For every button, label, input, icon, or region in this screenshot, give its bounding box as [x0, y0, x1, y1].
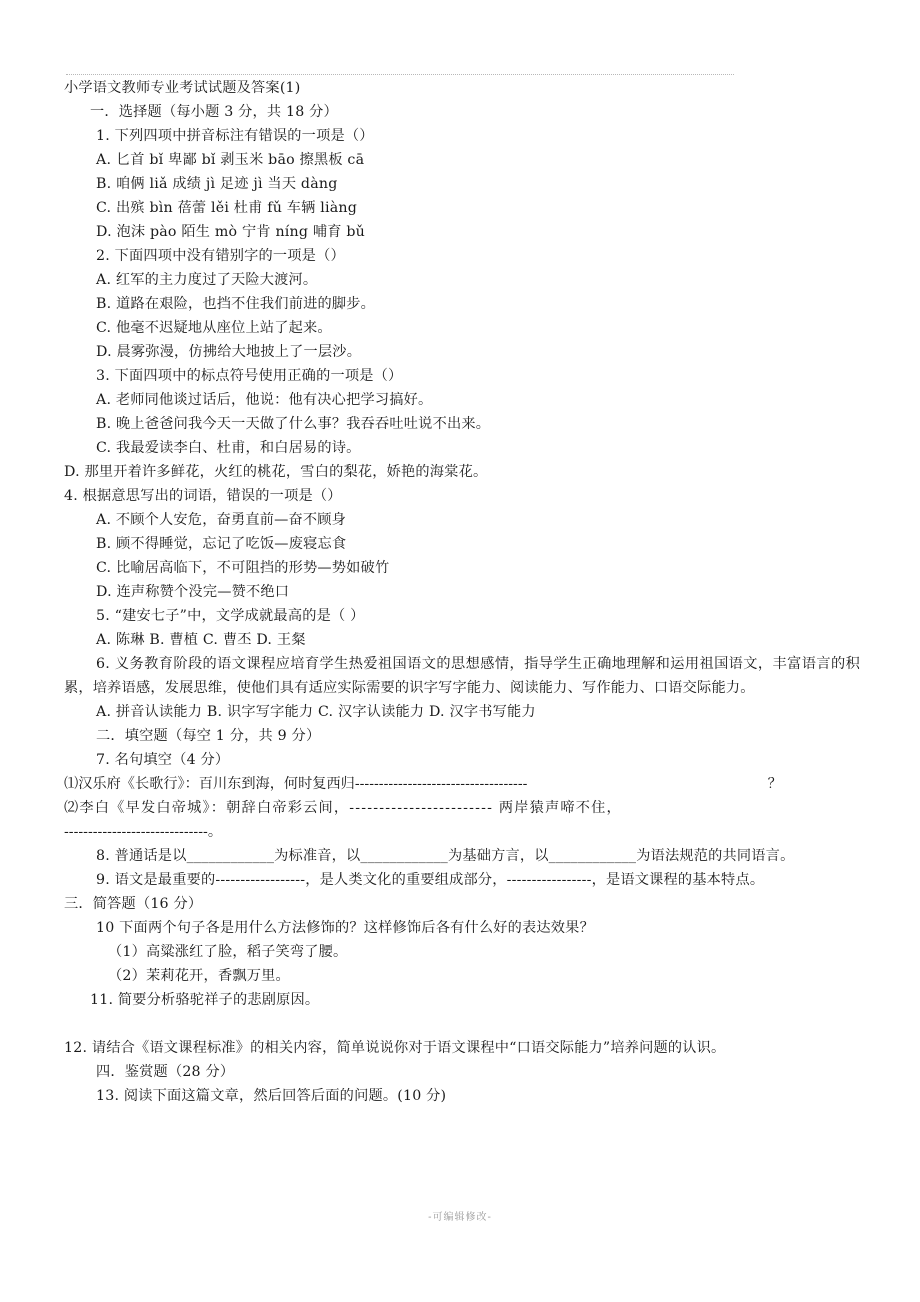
question-10-sentence-1: （1）高粱涨红了脸，稻子笑弯了腰。 [108, 944, 348, 960]
question-line: A. 不顾个人安危，奋勇直前—奋不顾身 [96, 512, 347, 528]
question-line: A. 红军的主力度过了天险大渡河。 [96, 272, 318, 288]
section-4-heading: 四．鉴赏题（28 分） [96, 1064, 235, 1080]
question-line: 5. “建安七子”中，文学成就最高的是（ ） [96, 608, 365, 624]
question-line: C. 比喻居高临下，不可阻挡的形势—势如破竹 [96, 560, 390, 576]
question-line: B. 晚上爸爸问我今天一天做了什么事？我吞吞吐吐说不出来。 [96, 416, 491, 432]
question-line: 3. 下面四项中的标点符号使用正确的一项是（） [96, 368, 403, 384]
question-7-item-2: ⑵李白《早发白帝城》：朝辞白帝彩云间，------------------------ 两岸猿声啼不住， [64, 800, 622, 816]
question-7-item-1 [64, 772, 860, 796]
section-3-heading: 三．简答题（16 分） [64, 896, 203, 912]
question-line: 2. 下面四项中没有错别字的一项是（） [96, 248, 345, 264]
answer-space [64, 1012, 860, 1036]
multiple-choice-block [64, 100, 860, 652]
question-line: C. 我最爱读李白、杜甫，和白居易的诗。 [96, 440, 361, 456]
question-line: D. 晨雾弥漫，仿拂给大地披上了一层沙。 [96, 344, 362, 360]
question-13: 13. 阅读下面这篇文章，然后回答后面的问题。(10 分) [96, 1088, 447, 1104]
question-11: 11. 简要分析骆驼祥子的悲剧原因。 [90, 992, 320, 1008]
document-title: 小学语文教师专业考试试题及答案(1) [64, 80, 301, 96]
question-7-item-2-cont: ------------------------------。 [64, 824, 223, 840]
question-line: A. 老师同他谈过话后，他说：他有决心把学习搞好。 [96, 392, 433, 408]
question-8: 8. 普通话是以____________为标准音，以____________为基础方言，以____________为语法规范的共同语言。 [96, 848, 795, 864]
question-line: C. 出殡 bìn 蓓蕾 lěi 杜甫 fǔ 车辆 liàng [96, 200, 358, 216]
question-line: B. 顾不得睡觉，忘记了吃饭—废寝忘食 [96, 536, 347, 552]
question-10: 10 下面两个句子各是用什么方法修饰的？这样修饰后各有什么好的表达效果？ [96, 920, 594, 936]
question-line: 4. 根据意思写出的词语，错误的一项是（） [64, 488, 342, 504]
question-line: D. 那里开着许多鲜花，火红的桃花，雪白的梨花，娇艳的海棠花。 [64, 464, 488, 480]
section-2-heading: 二．填空题（每空 1 分，共 9 分） [96, 728, 321, 744]
question-line: 1. 下列四项中拼音标注有错误的一项是（） [96, 128, 374, 144]
question-line: C. 他毫不迟疑地从座位上站了起来。 [96, 320, 332, 336]
question-line: B. 咱俩 liǎ 成绩 jì 足迹 jì 当天 dàng [96, 176, 338, 192]
question-line: D. 泡沫 pào 陌生 mò 宁肯 níng 哺育 bǔ [96, 224, 365, 240]
question-line: D. 连声称赞个没完—赞不绝口 [96, 584, 290, 600]
question-7-item-1-text: ⑴汉乐府《长歌行》：百川东到海，何时复西归------------------------------------ [64, 776, 528, 792]
question-line: B. 道路在艰险，也挡不住我们前进的脚步。 [96, 296, 376, 312]
question-line: 一．选择题（每小题 3 分，共 18 分） [90, 104, 338, 120]
question-12: 12. 请结合《语文课程标准》的相关内容，简单说说你对于语文课程中“口语交际能力”培养问题的认识。 [64, 1040, 726, 1056]
question-line: A. 陈琳 B. 曹植 C. 曹丕 D. 王粲 [96, 632, 306, 648]
header-rule [66, 74, 734, 75]
question-7-item-1-mark: ？ [767, 776, 782, 792]
question-9: 9. 语文是最重要的------------------，是人类文化的重要组成部分，-----------------，是语文课程的基本特点。 [96, 872, 765, 888]
exam-page [64, 76, 860, 1108]
question-6-options: A. 拼音认读能力 B. 识字写字能力 C. 汉字认读能力 D. 汉字书写能力 [96, 704, 536, 720]
question-6: 6. 义务教育阶段的语文课程应培育学生热爱祖国语文的思想感情，指导学生正确地理解和运用祖国语文，丰富语言的积累，培养语感，发展思维，使他们具有适应实际需要的识字写字能力、阅读能力、写作能力、口语交际能力。 [64, 656, 860, 696]
page-footer: -可编辑修改- [428, 1212, 492, 1223]
question-10-sentence-2: （2）茉莉花开，香飘万里。 [108, 968, 290, 984]
question-line: A. 匕首 bǐ 卑鄙 bǐ 剥玉米 bāo 擦黑板 cā [96, 152, 365, 168]
question-7: 7. 名句填空（4 分） [96, 752, 230, 768]
